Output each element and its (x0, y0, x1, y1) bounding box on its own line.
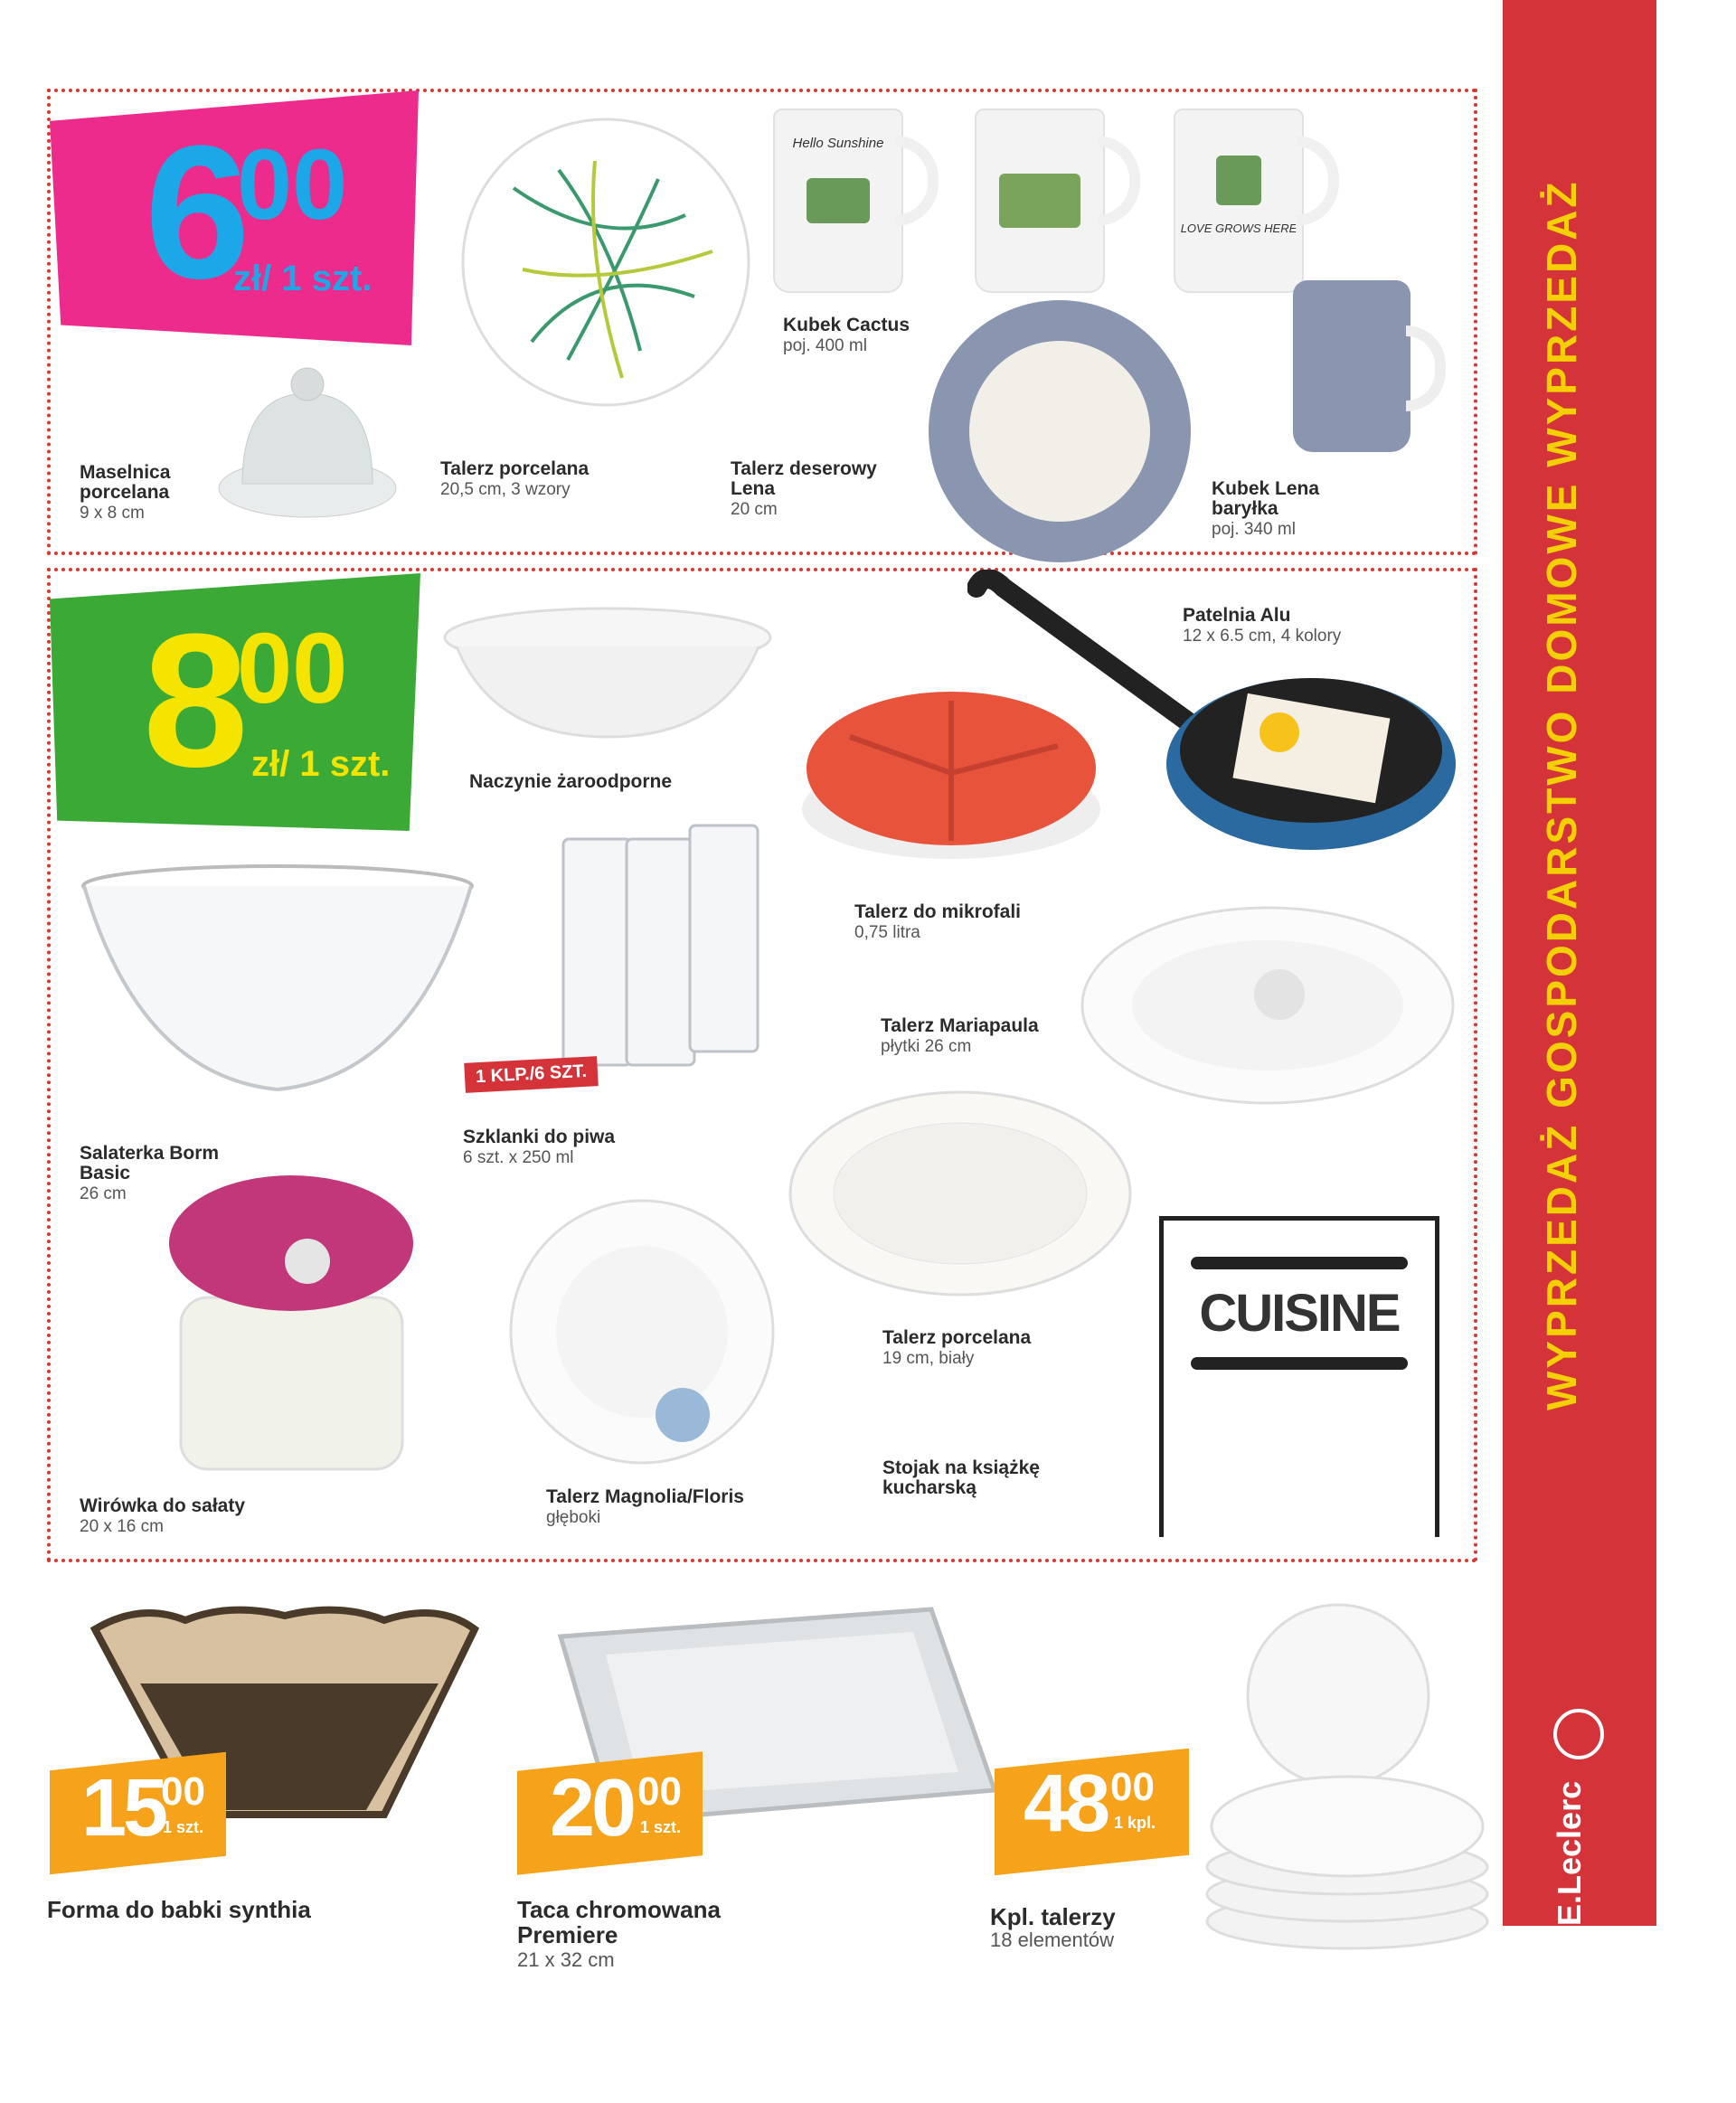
lena-mug-image (1293, 280, 1410, 452)
product-name: Kubek Cactus (783, 315, 910, 335)
porcelain-plate-image (787, 1089, 1135, 1297)
price-dec: 00 (637, 1769, 682, 1814)
price-int: 15 (81, 1763, 165, 1853)
mug-cactus-image (975, 108, 1105, 293)
product-name: Naczynie żaroodporne (469, 771, 673, 792)
price-int: 6 (145, 106, 243, 318)
beer-glasses-image (559, 821, 780, 1074)
product-desc: 18 elementów (990, 1929, 1114, 1951)
mug-hello-sunshine-image (773, 108, 903, 293)
product-name: Taca chromowana Premiere (517, 1896, 721, 1948)
price-int: 8 (143, 594, 241, 806)
product-name: Szklanki do piwa (463, 1127, 616, 1147)
product-desc: 20,5 cm, 3 wzory (440, 480, 571, 499)
product-desc: 26 cm (80, 1184, 127, 1203)
product-desc: 19 cm, biały (882, 1349, 975, 1368)
product-name: Kpl. talerzy (990, 1903, 1116, 1930)
product-desc: 6 szt. x 250 ml (463, 1148, 574, 1167)
product-desc: 12 x 6.5 cm, 4 kolory (1183, 627, 1342, 646)
price-int: 20 (550, 1763, 634, 1853)
mariapaula-plate-image (1080, 904, 1456, 1108)
product-name: Wirówka do sałaty (80, 1495, 246, 1516)
price-dec: 00 (1110, 1765, 1155, 1809)
product-name: Talerz deserowy Lena (731, 458, 877, 499)
product-desc: poj. 340 ml (1212, 520, 1296, 539)
knife-fork-icon (1191, 1357, 1408, 1370)
product-name: Patelnia Alu (1183, 605, 1291, 626)
product-name: Kubek Lena baryłka (1212, 478, 1320, 519)
price-dec: 00 (161, 1769, 205, 1814)
price-dec: 00 (237, 613, 348, 724)
product-desc: 21 x 32 cm (517, 1948, 615, 1971)
product-desc: 20 x 16 cm (80, 1517, 164, 1536)
ovenproof-dish-image (439, 601, 778, 746)
lena-plate-image (927, 298, 1194, 565)
price-dec: 00 (237, 129, 348, 240)
product-desc: 20 cm (731, 500, 778, 519)
stand-text: CUISINE (1199, 1284, 1400, 1343)
cactus-pot-icon (1216, 156, 1261, 205)
price-unit: zł/ 1 szt. (233, 259, 373, 298)
product-desc: poj. 400 ml (783, 336, 867, 355)
price-unit: 1 szt. (640, 1818, 682, 1836)
price-int: 48 (1024, 1759, 1108, 1849)
palm-plate-image (459, 116, 753, 410)
plate-set-image (1198, 1596, 1496, 1957)
product-name: Talerz Mariapaula (881, 1015, 1039, 1036)
salad-bowl-image (77, 863, 479, 1112)
mug-text: LOVE GROWS HERE (1180, 222, 1297, 235)
product-name: Talerz porcelana (440, 458, 590, 479)
sidebar-title: WYPRZEDAŻ GOSPODARSTWO DOMOWE WYPRZEDAŻ (1538, 179, 1585, 1410)
cactus-pot-icon (807, 178, 870, 223)
book-stand-image (1159, 1216, 1439, 1537)
price-unit: 1 szt. (163, 1818, 204, 1836)
pack-tag: 1 KLP./6 SZT. (464, 1056, 599, 1093)
product-desc: 0,75 litra (854, 923, 920, 942)
butter-dish-image (215, 353, 401, 524)
brand-logo: E.Leclerc (1551, 1780, 1588, 1926)
price-unit: zł/ 1 szt. (251, 744, 391, 784)
product-name: Talerz Magnolia/Floris (546, 1486, 744, 1507)
product-desc: płytki 26 cm (881, 1037, 972, 1056)
product-name: Maselnica porcelana (80, 462, 171, 503)
product-name: Forma do babki synthia (47, 1896, 311, 1923)
product-name: Talerz porcelana (882, 1327, 1032, 1348)
product-desc: głęboki (546, 1508, 601, 1527)
product-desc: 9 x 8 cm (80, 504, 145, 523)
cactus-pot-icon (999, 174, 1080, 228)
page-number: 7 (1569, 1937, 1581, 1961)
mug-text: Hello Sunshine (792, 136, 884, 151)
price-unit: 1 kpl. (1114, 1814, 1156, 1832)
product-name: Salaterka Borm Basic (80, 1143, 220, 1184)
magnolia-plate-image (502, 1198, 782, 1465)
knife-fork-icon (1191, 1257, 1408, 1269)
product-name: Talerz do mikrofali (854, 901, 1021, 922)
salad-spinner-image (163, 1171, 420, 1478)
brand-logo-icon (1553, 1709, 1604, 1759)
product-name: Stojak na książkę kucharską (882, 1457, 1040, 1498)
mug-love-grows-image (1174, 108, 1304, 293)
